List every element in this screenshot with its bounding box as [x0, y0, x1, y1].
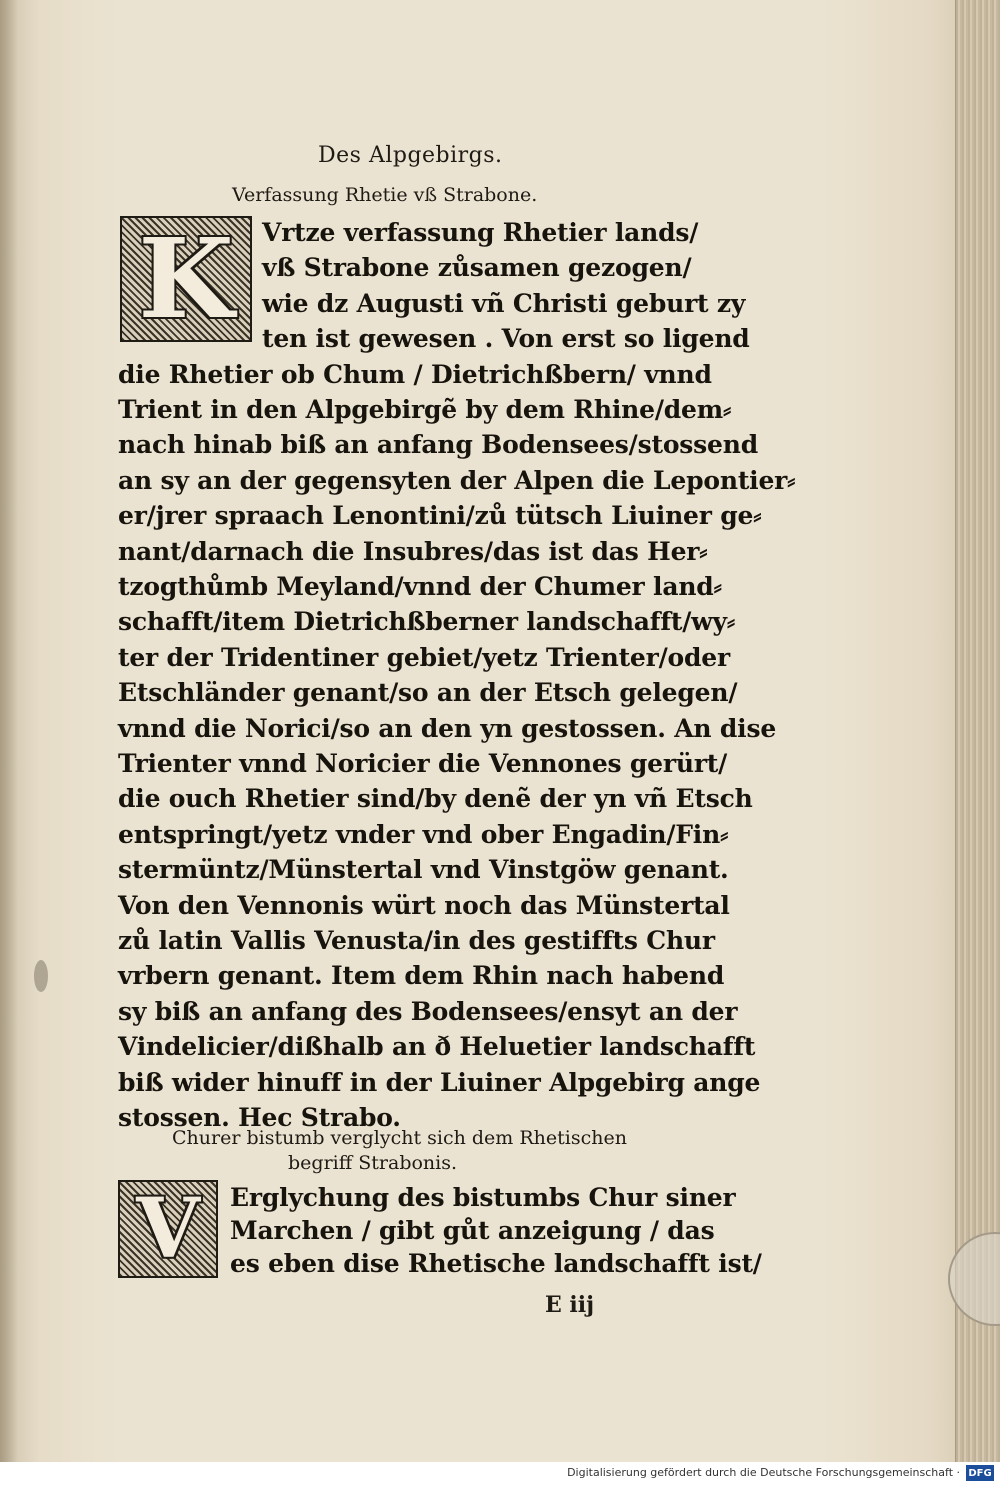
text-line: ter der Tridentiner gebiet/yetz Trienter/oder	[118, 642, 730, 672]
text-line: vß Strabone zůsamen gezogen/	[262, 253, 692, 283]
text-line: es eben dise Rhetische landschafft ist/	[230, 1249, 762, 1278]
dfg-logo: DFG	[966, 1465, 994, 1481]
text-line: die Rhetier ob Chum / Dietrichßbern/ vnnd	[118, 359, 712, 389]
running-head: Des Alpgebirgs.	[318, 143, 503, 168]
section-heading-2-line-1: Churer bistumb verglycht sich dem Rhetischen	[172, 1127, 627, 1149]
text-line: schafft/item Dietrichßberner landschafft/wy⸗	[118, 607, 735, 637]
text-line: vnnd die Norici/so an den yn gestossen. An dise	[118, 713, 777, 743]
decorated-initial-k	[120, 216, 252, 342]
text-line: er/jrer spraach Lenontini/zů tütsch Liuiner ge⸗	[118, 501, 762, 531]
text-line: Marchen / gibt gůt anzeigung / das	[230, 1216, 715, 1245]
gutter-shadow	[0, 0, 18, 1462]
text-line: sy biß an anfang des Bodensees/ensyt an der	[118, 996, 738, 1026]
text-line: ten ist gewesen . Von erst so ligend	[262, 324, 750, 354]
text-line: an sy an der gegensyten der Alpen die Lepontier⸗	[118, 465, 796, 495]
text-line: nant/darnach die Insubres/das ist das Her⸗	[118, 536, 708, 566]
decorated-initial-v	[118, 1180, 218, 1278]
text-line: wie dz Augusti vñ Christi geburt zy	[262, 288, 746, 318]
text-line: die ouch Rhetier sind/by denẽ der yn vñ Etsch	[118, 784, 753, 814]
text-line: Trient in den Alpgebirgẽ by dem Rhine/dem⸗	[118, 395, 732, 424]
text-line: zů latin Vallis Venusta/in des gestiffts Chur	[118, 926, 715, 955]
text-line: entspringt/yetz vnder vnd ober Engadin/Fin⸗	[118, 819, 729, 849]
signature-mark: E iij	[545, 1292, 595, 1318]
funding-credit: Digitalisierung gefördert durch die Deutsche Forschungsgemeinschaft ·	[567, 1466, 960, 1479]
text-line: stossen. Hec Strabo.	[118, 1103, 401, 1132]
ink-blot	[34, 960, 48, 992]
initial-letter-k: K	[138, 214, 234, 343]
text-line: Vindelicier/dißhalb an ð Heluetier landschafft	[118, 1032, 756, 1062]
footer-bar	[0, 1462, 1000, 1486]
text-line: nach hinab biß an anfang Bodensees/stossend	[118, 430, 759, 460]
section-heading-2-line-2: begriff Strabonis.	[288, 1152, 458, 1174]
text-line: tzogthůmb Meyland/vnnd der Chumer land⸗	[118, 572, 722, 601]
section-heading-1: Verfassung Rhetie vß Strabone.	[232, 184, 538, 206]
text-line: Erglychung des bistumbs Chur siner	[230, 1183, 736, 1212]
text-line: vrbern genant. Item dem Rhin nach habend	[118, 961, 725, 991]
initial-letter-v: V	[136, 1181, 200, 1277]
text-line: stermüntz/Münstertal vnd Vinstgöw genant.	[118, 855, 729, 885]
text-line: Trienter vnnd Noricier die Vennones gerürt/	[118, 749, 728, 778]
text-line: Vrtze verfassung Rhetier lands/	[262, 218, 699, 247]
text-line: biß wider hinuff in der Liuiner Alpgebirg ange	[118, 1067, 761, 1097]
text-line: Von den Vennonis würt noch das Münstertal	[118, 890, 730, 920]
text-line: Etschländer genant/so an der Etsch gelegen/	[118, 678, 738, 708]
